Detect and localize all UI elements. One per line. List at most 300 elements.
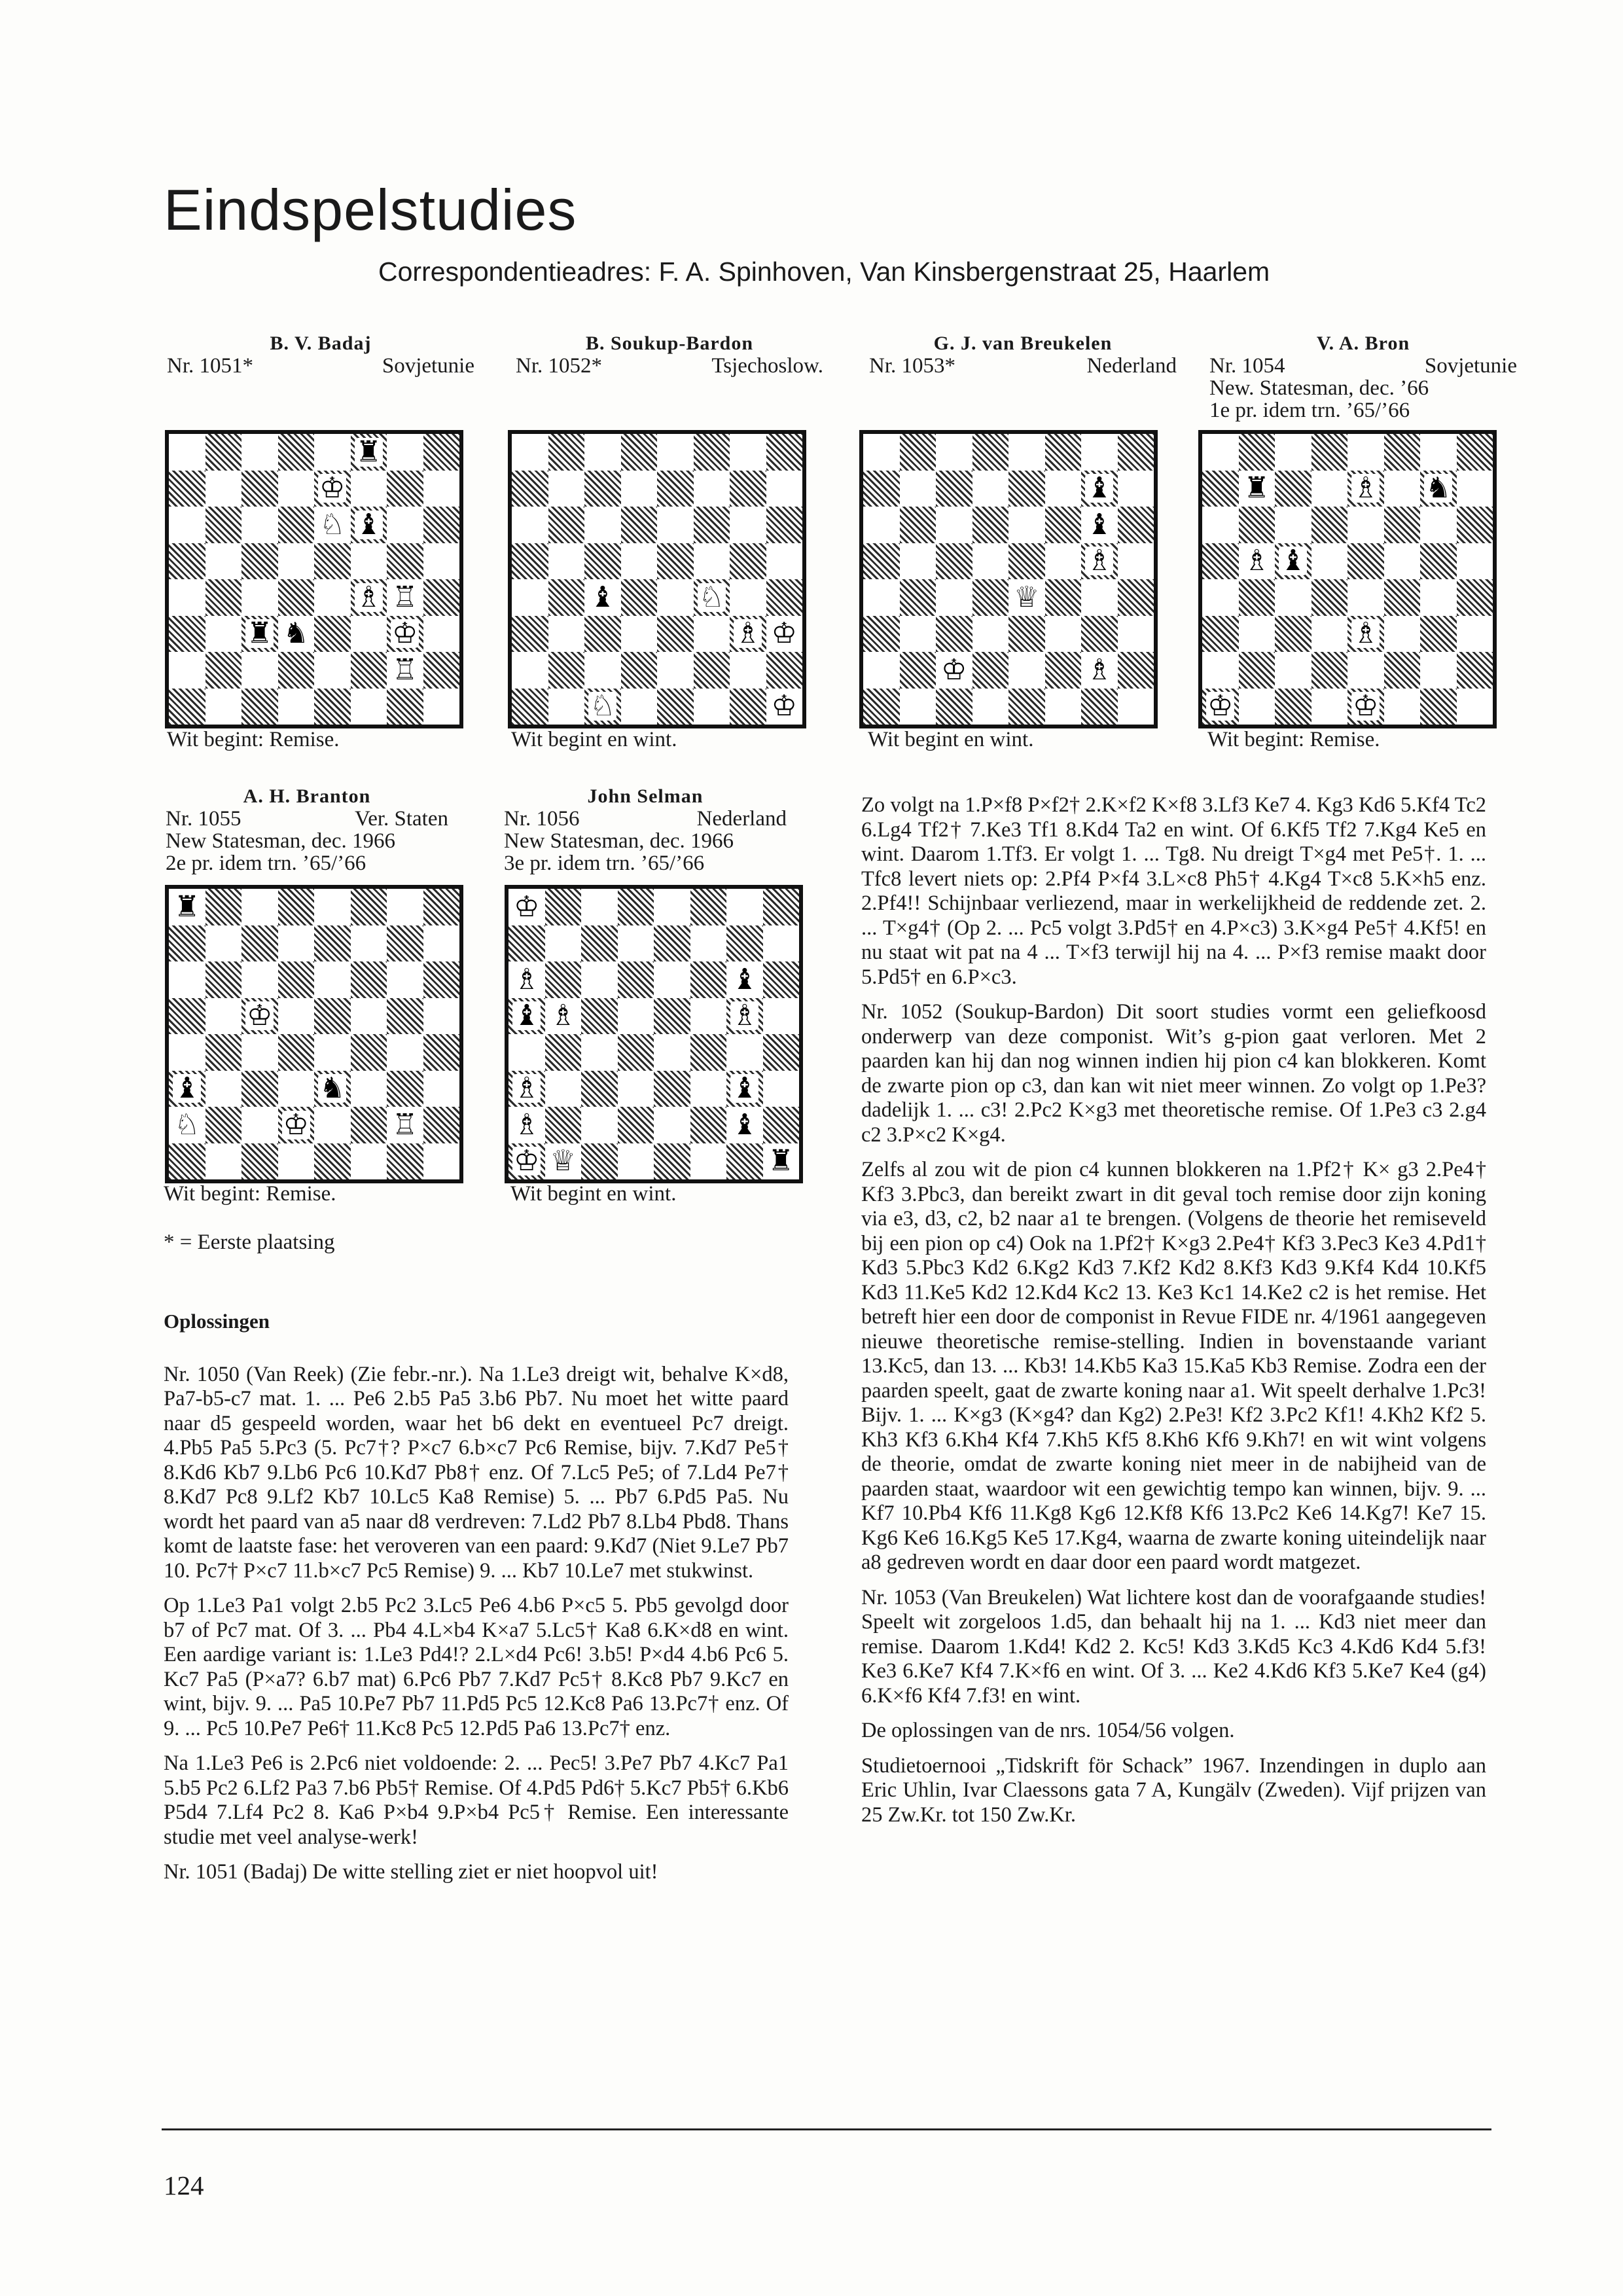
board-square — [584, 616, 621, 653]
board-square — [512, 543, 548, 580]
board-square — [657, 543, 694, 580]
board-square — [1008, 579, 1045, 616]
board-square — [512, 507, 548, 543]
board-square — [1275, 434, 1311, 471]
board-square — [1202, 616, 1239, 653]
board-square — [387, 1107, 423, 1143]
board-square — [1008, 434, 1045, 471]
board-square — [1202, 579, 1239, 616]
chessboard-1052 — [508, 430, 806, 728]
board-square — [654, 961, 690, 998]
board-caption: Wit begint: Remise. — [164, 1182, 336, 1206]
board-square — [1239, 579, 1275, 616]
board-square — [241, 616, 278, 653]
board-square — [1420, 689, 1457, 725]
board-square — [694, 616, 730, 653]
white-king-icon: ♔ — [771, 689, 797, 723]
board-square — [766, 689, 803, 725]
board-square — [351, 1107, 387, 1143]
board-square — [621, 471, 658, 507]
board-square — [1081, 616, 1118, 653]
board-square — [1045, 616, 1082, 653]
board-square — [1202, 689, 1239, 725]
board-square — [423, 507, 460, 543]
board-square — [694, 652, 730, 689]
white-bishop-icon: ♗ — [1086, 544, 1113, 578]
board-square — [584, 543, 621, 580]
board-square — [1311, 434, 1348, 471]
board-square — [278, 1034, 315, 1071]
study-number: Nr. 1055 — [166, 807, 241, 831]
study-source: New Statesman, dec. 1966 — [504, 829, 734, 853]
footnote: * = Eerste plaatsing — [164, 1230, 335, 1254]
board-square — [1311, 543, 1348, 580]
black-bishop-icon: ♝ — [732, 1107, 758, 1141]
study-header-1052 — [516, 332, 823, 377]
study-country: Ver. Staten — [355, 807, 448, 831]
black-rook-icon: ♜ — [1243, 471, 1270, 505]
board-square — [863, 616, 900, 653]
board-square — [205, 471, 242, 507]
board-square — [545, 925, 582, 962]
board-square — [1008, 471, 1045, 507]
chessboard-1055 — [165, 885, 463, 1183]
board-square — [1202, 434, 1239, 471]
board-square — [278, 616, 315, 653]
board-square — [654, 1107, 690, 1143]
board-square — [205, 689, 242, 725]
board-square — [241, 1107, 278, 1143]
white-bishop-icon: ♗ — [735, 617, 761, 651]
white-rook-icon: ♖ — [392, 653, 418, 687]
study-header-1056 — [504, 785, 787, 874]
board-square — [972, 652, 1009, 689]
white-king-icon: ♔ — [514, 1144, 540, 1178]
board-square — [423, 961, 460, 998]
board-square — [730, 507, 766, 543]
board-square — [241, 652, 278, 689]
study-prize: 2e pr. idem trn. ’65/’66 — [166, 852, 366, 875]
board-square — [618, 1071, 654, 1107]
board-square — [657, 689, 694, 725]
solution-paragraph: Nr. 1050 (Van Reek) (Zie febr.-nr.). Na 1.Le3 dreigt wit, behalve K×d8, Pa7-b5-c7 mat. 1. ... Pe6 2.b5 Pa5 3.b6 Pb7. Nu moet het witte paard naar d5 gespeeld worden, waar het b6 dekt en eventueel Pc7 dreigt. 4.Pb5 Pa5 5.Pc3 (5. Pc7†? P×c7 6.b×c7 Pc6 Remise, bijv. 7.Kd7 Pe5† 8.Kd6 Kb7 9.Lb6 Pc6 10.Kd7 Pb8† enz. Of 7.Lc5 Pe5; of 7.Ld4 Pe7† 8.Kd7 Pc8 9.Lf2 Kb7 10.Lc5 Ka8 Remise) 5. ... Pb7 6.Pd5 Pa5. Nu wordt het paard van a5 naar d8 verdreven: 7.Ld2 Pb7 8.Lb4 Pbd8. Thans komt de laatste fase: het veroveren van een paard: 9.Kd7 (Niet 9.Le7 Pb7 10. Pc7† P×c7 11.b×c7 Pc5 Remise) 9. ... Kb7 10.Le7 met stukwinst. — [164, 1362, 789, 1583]
study-composer: V. A. Bron — [1316, 332, 1410, 354]
board-square — [1420, 616, 1457, 653]
board-square — [351, 1143, 387, 1180]
board-square — [1118, 689, 1154, 725]
board-square — [1045, 434, 1082, 471]
white-knight-icon: ♘ — [319, 507, 346, 541]
board-square — [169, 1071, 205, 1107]
board-square — [763, 998, 800, 1035]
board-square — [1347, 434, 1384, 471]
solution-paragraph: Nr. 1053 (Van Breukelen) Wat lichtere kost dan de voorafgaande studies! Speelt wit zorgeloos 1.d5, dan behaalt hij na 1. ... Kd3 niet meer dan remise. Daarom 1.Kd4! Kd2 2. Kc5! Kd3 3.Kd5 Kc3 4.Kd6 Kd4 5.f3! Ke3 6.Ke7 Kf4 7.K×f6 en wint. Of 3. ... Ke2 4.Kd6 Kf3 5.Ke7 Ke4 (g4) 6.K×f6 Kf4 7.f3! en wint. — [861, 1585, 1486, 1708]
black-bishop-icon: ♝ — [1280, 544, 1306, 578]
board-square — [314, 689, 351, 725]
black-bishop-icon: ♝ — [514, 999, 540, 1033]
board-square — [548, 616, 585, 653]
board-square — [278, 434, 315, 471]
board-square — [205, 1107, 242, 1143]
white-queen-icon: ♕ — [1014, 580, 1040, 614]
board-square — [726, 1143, 763, 1180]
board-square — [169, 652, 205, 689]
solution-paragraph: Op 1.Le3 Pa1 volgt 2.b5 Pc2 3.Lc5 Pe6 4.b6 P×c5 5. Pb5 gevolgd door b7 of Pc7 mat. Of 3. ... Pb4 4.L×b4 K×a7 5.Lc5† Ka8 6.K×d8 en wint. Een aardige variant is: 1.Le3 Pd4!? 2.L×d4 Pc6! 3.b5! P×d4 4.b6 Pc6 5. Kc7 Pa5 (P×a7? 6.b7 mat) 6.Pc6 Pb7 7.Kd7 Pc5† 8.Kc8 Pb7 9.Kc7 en wint, bijv. 9. ... Pa5 10.Pe7 Pb7 11.Pd5 Pc5 12.Kc8 Pa6 13.Pc7† enz. Of 9. ... Pc5 10.Pe7 Pe6† 11.Kc8 Pc5 12.Pd5 Pa6 13.Pc7† enz. — [164, 1594, 789, 1740]
board-square — [241, 543, 278, 580]
board-square — [169, 434, 205, 471]
board-square — [278, 925, 315, 962]
board-square — [314, 925, 351, 962]
board-square — [1081, 507, 1118, 543]
board-square — [1008, 543, 1045, 580]
board-square — [618, 925, 654, 962]
board-square — [1384, 579, 1421, 616]
board-square — [423, 1107, 460, 1143]
black-knight-icon: ♞ — [319, 1071, 346, 1105]
study-prize: 1e pr. idem trn. ’65/’66 — [1209, 399, 1410, 422]
board-square — [1239, 616, 1275, 653]
board-square — [654, 998, 690, 1035]
board-square — [1118, 471, 1154, 507]
board-square — [581, 925, 618, 962]
board-square — [1045, 543, 1082, 580]
board-square — [900, 471, 936, 507]
page-title: Eindspelstudies — [164, 177, 577, 242]
study-source: New. Statesman, dec. ’66 — [1209, 376, 1429, 400]
board-square — [1275, 507, 1311, 543]
board-square — [657, 434, 694, 471]
board-square — [351, 1034, 387, 1071]
study-number: Nr. 1051* — [167, 354, 253, 378]
board-square — [423, 925, 460, 962]
board-square — [581, 1107, 618, 1143]
board-square — [387, 579, 423, 616]
board-square — [205, 616, 242, 653]
board-square — [581, 1034, 618, 1071]
board-square — [1008, 652, 1045, 689]
board-square — [1384, 689, 1421, 725]
study-source: New Statesman, dec. 1966 — [166, 829, 395, 853]
board-square — [863, 652, 900, 689]
board-square — [863, 579, 900, 616]
board-square — [1457, 689, 1493, 725]
board-square — [763, 889, 800, 925]
board-square — [1420, 434, 1457, 471]
board-square — [387, 961, 423, 998]
board-square — [690, 961, 727, 998]
board-square — [1275, 579, 1311, 616]
board-square — [205, 1143, 242, 1180]
study-header-1055 — [166, 785, 448, 874]
board-square — [205, 543, 242, 580]
solution-paragraph: Na 1.Le3 Pe6 is 2.Pc6 niet voldoende: 2. ... Pec5! 3.Pe7 Pb7 4.Kc7 Pa1 5.b5 Pc2 6.Lf2 Pa3 7.b6 Pb5† Remise. Of 4.Pd5 Pd6† 5.Kc7 Pb5† 6.Kb6 P5d4 7.Lf4 Pc2 8. Ka6 P×b4 9.P×b4 Pc5† Remise. Een interessante studie met veel analyse-werk! — [164, 1751, 789, 1849]
board-square — [863, 434, 900, 471]
board-square — [508, 1071, 545, 1107]
board-square — [654, 1071, 690, 1107]
board-square — [1045, 579, 1082, 616]
board-square — [545, 961, 582, 998]
board-square — [726, 1034, 763, 1071]
board-square — [241, 689, 278, 725]
board-square — [936, 652, 972, 689]
board-square — [694, 434, 730, 471]
board-square — [763, 1034, 800, 1071]
black-bishop-icon: ♝ — [1086, 471, 1113, 505]
chessboard-1056 — [505, 885, 803, 1183]
board-square — [545, 889, 582, 925]
board-square — [387, 1071, 423, 1107]
board-square — [581, 961, 618, 998]
board-square — [730, 689, 766, 725]
board-square — [548, 689, 585, 725]
board-square — [1384, 507, 1421, 543]
board-square — [936, 434, 972, 471]
board-square — [1239, 652, 1275, 689]
board-square — [387, 1143, 423, 1180]
board-square — [690, 1107, 727, 1143]
study-composer: B. Soukup-Bardon — [585, 332, 754, 354]
board-square — [548, 507, 585, 543]
board-square — [169, 1107, 205, 1143]
board-square — [423, 543, 460, 580]
board-square — [314, 652, 351, 689]
board-square — [657, 652, 694, 689]
board-square — [205, 652, 242, 689]
solution-paragraph: Zelfs al zou wit de pion c4 kunnen blokkeren na 1.Pf2† K× g3 2.Pe4† Kf3 3.Pbc3, dan bereikt zwart in dit geval toch remise door zijn koning via e3, d3, c2, b2 naar a1 te brengen. (Volgens de theorie het remiseveld bij een pion op c4) Ook na 1.Pf2† K×g3 2.Pe4† Kf3 3.Pec3 Ke3 4.Pd1† Kd3 5.Pbc3 Kd2 6.Kg2 Kd3 7.Kf2 Kd2 8.Kf3 Kd3 9.Kf4 Kd4 10.Kf5 Kd3 11.Ke5 Kd2 12.Kd4 Kc2 13. Ke3 Kc1 14.Ke2 c2 is het remise. Het betreft hier een door de componist in Revue FIDE nr. 4/1961 aangegeven nieuwe theoretische remise-stelling. Indien in bovenstaande variant 13.Kc5, dan 13. ... Kb3! 14.Kb5 Ka3 15.Ka5 Kb3 Remise. Zodra een der paarden speelt, gaat de zwarte koning naar a1. Wit speelt derhalve 1.Pc3! Bijv. 1. ... K×g3 (K×g4? dan Kg2) 2.Pe3! Kf2 3.Pc2 Kf1! 4.Kh2 Kf2 5. Kh3 Kf3 6.Kh4 Kf4 7.Kh5 Kf5 8.Kh6 Kf6 9.Kh7! en wit wint volgens de theorie, omdat de zwarte koning niet meer in de nabijheid van de paarden staat, waardoor wit een gewichtig tempo kan winnen, bijv. 9. ... Kf7 10.Pb4 Kf6 11.Kg8 Kg6 12.Kf8 Kf6 13.Pc2 Ke6 14.Kg7! Ke7 15. Kg6 Ke6 16.Kg5 Ke5 17.Kg4, waarna de zwarte koning uiteindelijk naar a8 gedreven wordt en daar door een paard wordt matgezet. — [861, 1158, 1486, 1574]
board-square — [730, 579, 766, 616]
board-square — [657, 579, 694, 616]
board-square — [863, 543, 900, 580]
board-square — [508, 998, 545, 1035]
white-bishop-icon: ♗ — [1353, 471, 1379, 505]
black-bishop-icon: ♝ — [174, 1071, 200, 1105]
board-square — [657, 616, 694, 653]
board-square — [1118, 616, 1154, 653]
board-square — [1118, 434, 1154, 471]
study-number: Nr. 1053* — [869, 354, 955, 378]
black-bishop-icon: ♝ — [732, 962, 758, 996]
board-square — [726, 998, 763, 1035]
board-square — [730, 543, 766, 580]
board-square — [763, 1071, 800, 1107]
board-square — [1311, 579, 1348, 616]
board-square — [545, 1071, 582, 1107]
board-square — [1457, 543, 1493, 580]
board-square — [241, 1034, 278, 1071]
board-square — [387, 689, 423, 725]
board-square — [387, 543, 423, 580]
black-rook-icon: ♜ — [768, 1144, 794, 1178]
board-square — [1457, 652, 1493, 689]
board-square — [241, 1143, 278, 1180]
board-square — [1384, 543, 1421, 580]
board-square — [654, 889, 690, 925]
board-square — [205, 925, 242, 962]
board-square — [1008, 689, 1045, 725]
board-square — [618, 998, 654, 1035]
board-square — [1420, 543, 1457, 580]
board-square — [278, 689, 315, 725]
board-square — [694, 543, 730, 580]
board-square — [351, 961, 387, 998]
board-square — [423, 889, 460, 925]
board-square — [314, 1107, 351, 1143]
board-square — [584, 689, 621, 725]
black-rook-icon: ♜ — [174, 889, 200, 924]
solution-paragraph: De oplossingen van de nrs. 1054/56 volgen. — [861, 1719, 1235, 1742]
board-square — [512, 434, 548, 471]
chessboard-1053 — [859, 430, 1158, 728]
board-square — [1081, 543, 1118, 580]
board-square — [1118, 543, 1154, 580]
board-square — [423, 616, 460, 653]
board-square — [618, 1143, 654, 1180]
board-square — [508, 889, 545, 925]
board-square — [1384, 434, 1421, 471]
board-caption: Wit begint en wint. — [511, 728, 677, 751]
board-square — [1457, 471, 1493, 507]
study-composer: B. V. Badaj — [270, 332, 372, 354]
board-square — [657, 507, 694, 543]
tournament-announcement: Studietoernooi „Tidskrift för Schack” 1967. Inzendingen in duplo aan Eric Uhlin, Ivar Claessons gata 7 A, Kungälv (Zweden). Vijf prijzen van 25 Zw.Kr. tot 150 Zw.Kr. — [861, 1753, 1486, 1827]
board-square — [1311, 652, 1348, 689]
study-composer: A. H. Branton — [243, 785, 371, 807]
white-king-icon: ♔ — [319, 471, 346, 505]
white-rook-icon: ♖ — [392, 1107, 418, 1141]
black-knight-icon: ♞ — [283, 617, 309, 651]
board-square — [1118, 652, 1154, 689]
board-square — [241, 998, 278, 1035]
study-composer: G. J. van Breukelen — [933, 332, 1113, 354]
board-square — [205, 579, 242, 616]
board-square — [763, 925, 800, 962]
board-square — [1347, 471, 1384, 507]
board-square — [423, 1034, 460, 1071]
board-square — [1347, 543, 1384, 580]
board-square — [581, 1143, 618, 1180]
board-square — [169, 471, 205, 507]
board-square — [654, 1034, 690, 1071]
board-square — [1118, 507, 1154, 543]
board-square — [1081, 434, 1118, 471]
board-square — [657, 471, 694, 507]
board-square — [548, 652, 585, 689]
black-knight-icon: ♞ — [1425, 471, 1452, 505]
white-king-icon: ♔ — [247, 999, 273, 1033]
board-square — [314, 1034, 351, 1071]
board-square — [1347, 616, 1384, 653]
white-bishop-icon: ♗ — [514, 962, 540, 996]
board-square — [690, 925, 727, 962]
board-square — [1081, 471, 1118, 507]
solution-paragraph: Nr. 1052 (Soukup-Bardon) Dit soort studies vormt een geliefkoosd onderwerp van deze componist. Wit’s g-pion gaat verloren. Met 2 paarden kan hij dan nog winnen indien hij pion c4 kan blokkeren. Komt de zwarte pion op c3, dan kan wit niet meer winnen. Zo volgt op 1.Pe3? dadelijk 1. ... c3! 2.Pc2 K×g3 met theoretische remise. Of 1.Pe3 c3 2.g4 c2 3.P×c2 K×g4. — [861, 1000, 1486, 1147]
board-square — [1347, 689, 1384, 725]
board-square — [548, 543, 585, 580]
board-square — [169, 579, 205, 616]
board-square — [545, 1034, 582, 1071]
board-caption: Wit begint en wint. — [510, 1182, 677, 1206]
study-country: Nederland — [696, 807, 787, 831]
board-square — [169, 689, 205, 725]
board-square — [1347, 652, 1384, 689]
board-square — [241, 1071, 278, 1107]
board-square — [1420, 471, 1457, 507]
board-square — [205, 507, 242, 543]
white-bishop-icon: ♗ — [1353, 617, 1379, 651]
board-square — [936, 507, 972, 543]
board-square — [690, 998, 727, 1035]
board-square — [584, 471, 621, 507]
board-square — [351, 434, 387, 471]
board-square — [694, 507, 730, 543]
board-square — [1081, 652, 1118, 689]
board-square — [169, 889, 205, 925]
board-square — [1311, 471, 1348, 507]
solutions-right-column — [861, 793, 1486, 1838]
board-square — [351, 616, 387, 653]
board-square — [241, 579, 278, 616]
board-square — [1311, 507, 1348, 543]
white-queen-icon: ♕ — [550, 1144, 576, 1178]
board-square — [205, 998, 242, 1035]
board-square — [1347, 579, 1384, 616]
board-square — [423, 998, 460, 1035]
board-square — [351, 689, 387, 725]
black-bishop-icon: ♝ — [1086, 507, 1113, 541]
board-square — [387, 652, 423, 689]
board-square — [241, 925, 278, 962]
white-rook-icon: ♖ — [392, 580, 418, 614]
board-square — [900, 579, 936, 616]
board-square — [972, 579, 1009, 616]
black-bishop-icon: ♝ — [732, 1071, 758, 1105]
board-square — [512, 689, 548, 725]
board-square — [545, 998, 582, 1035]
board-square — [730, 471, 766, 507]
board-square — [766, 579, 803, 616]
board-square — [1118, 579, 1154, 616]
board-square — [278, 961, 315, 998]
board-square — [863, 507, 900, 543]
board-square — [387, 471, 423, 507]
board-square — [1457, 616, 1493, 653]
board-square — [1239, 507, 1275, 543]
board-square — [351, 652, 387, 689]
board-square — [621, 652, 658, 689]
board-square — [351, 1071, 387, 1107]
board-square — [766, 471, 803, 507]
board-square — [423, 689, 460, 725]
white-king-icon: ♔ — [771, 617, 797, 651]
board-square — [936, 471, 972, 507]
board-square — [205, 434, 242, 471]
board-square — [169, 1034, 205, 1071]
board-square — [766, 616, 803, 653]
board-square — [584, 507, 621, 543]
board-square — [508, 1143, 545, 1180]
board-square — [169, 925, 205, 962]
board-square — [618, 889, 654, 925]
board-square — [351, 889, 387, 925]
board-square — [581, 889, 618, 925]
white-bishop-icon: ♗ — [514, 1107, 540, 1141]
solutions-left-column — [164, 1309, 789, 1895]
black-rook-icon: ♜ — [247, 617, 273, 651]
board-square — [278, 579, 315, 616]
board-square — [972, 471, 1009, 507]
board-square — [581, 998, 618, 1035]
board-square — [1202, 652, 1239, 689]
